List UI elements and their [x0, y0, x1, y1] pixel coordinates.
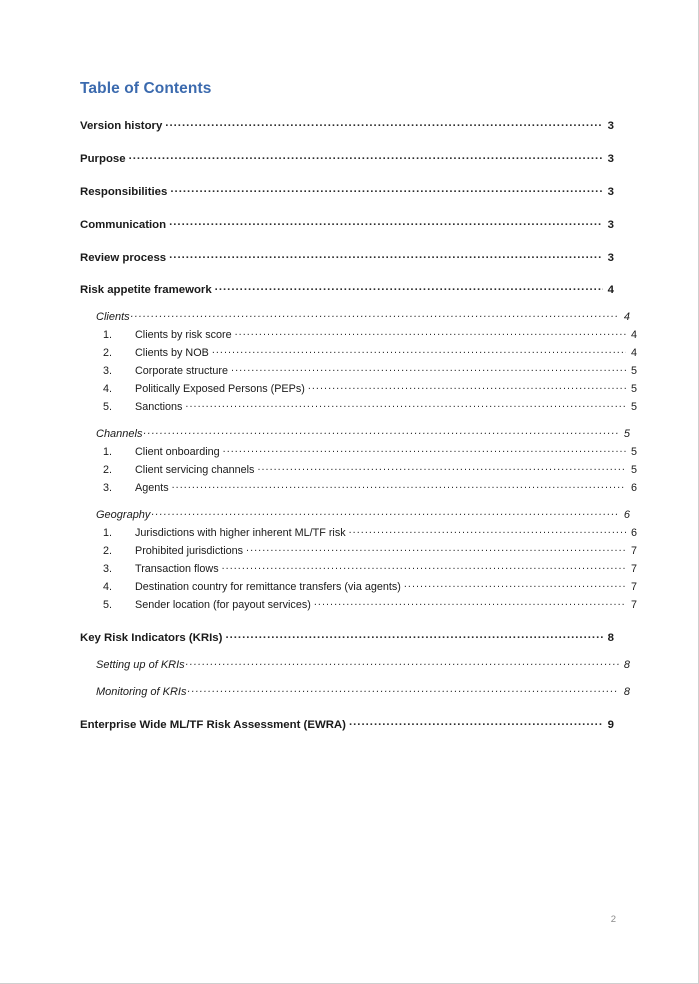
toc-entry-page-number: 5: [630, 383, 637, 396]
toc-entry-page-number: 8: [607, 632, 614, 645]
toc-leader-dots: [215, 282, 603, 293]
toc-entry-number: 4.: [103, 383, 113, 396]
toc-entry-level-3[interactable]: [80, 346, 637, 360]
toc-entry-page-number: 4: [623, 311, 630, 324]
toc-leader-dots: [225, 630, 603, 641]
toc-leader-dots: [151, 507, 619, 518]
toc-entry-level-3[interactable]: [80, 382, 637, 396]
toc-entry-label: Clients by NOB: [135, 347, 209, 360]
toc-entry-label: Transaction flows: [135, 563, 219, 576]
toc-entry-label: Geography: [96, 509, 151, 522]
toc-entry-page-number: 5: [630, 365, 637, 378]
toc-entry-number: 5.: [103, 599, 113, 612]
toc-entry-page-number: 5: [630, 464, 637, 477]
toc-leader-dots: [404, 579, 626, 590]
toc-leader-dots: [222, 561, 626, 572]
toc-entry-level-3[interactable]: [80, 579, 637, 593]
toc-entry-label: Clients: [96, 311, 130, 324]
page-title: Table of Contents: [80, 80, 212, 97]
toc-entry-level-3[interactable]: [80, 364, 637, 378]
toc-entry-label: Jurisdictions with higher inherent ML/TF risk: [135, 527, 346, 540]
toc-entry-label: Client servicing channels: [135, 464, 255, 477]
toc-entry-level-3[interactable]: [80, 463, 637, 477]
toc-entry-label: Corporate structure: [135, 365, 229, 378]
toc-entry-level-2[interactable]: [80, 507, 630, 521]
toc-entry-page-number: 4: [607, 284, 614, 297]
toc-entry-level-2[interactable]: [80, 426, 630, 440]
toc-entry-label: Purpose: [80, 152, 126, 165]
toc-entry-level-1[interactable]: [80, 118, 614, 132]
toc-entry-label: Channels: [96, 428, 143, 441]
toc-entry-number: 1.: [103, 446, 113, 459]
toc-entry-label: Communication: [80, 218, 167, 231]
toc-entry-page-number: 5: [630, 401, 637, 414]
toc-entry-page-number: 7: [630, 581, 637, 594]
toc-leader-dots: [212, 346, 626, 357]
toc-entry-page-number: 7: [630, 545, 637, 558]
toc-entry-level-1[interactable]: [80, 216, 614, 230]
toc-entry-page-number: 5: [623, 428, 630, 441]
toc-entry-page-number: 6: [623, 509, 630, 522]
toc-leader-dots: [246, 543, 626, 554]
toc-entry-number: 5.: [103, 401, 113, 414]
toc-entry-level-1[interactable]: [80, 282, 614, 296]
toc-leader-dots: [186, 657, 619, 668]
toc-entry-number: 1.: [103, 527, 113, 540]
toc-entry-label: Prohibited jurisdictions: [135, 545, 244, 558]
toc-leader-dots: [257, 463, 626, 474]
toc-leader-dots: [129, 150, 603, 161]
toc-leader-dots: [185, 400, 626, 411]
toc-entry-level-1[interactable]: [80, 249, 614, 263]
toc-entry-number: 2.: [103, 545, 113, 558]
toc-entry-label: Monitoring of KRIs: [96, 686, 187, 699]
toc-entry-page-number: 8: [623, 686, 630, 699]
toc-entry-level-3[interactable]: [80, 481, 637, 495]
toc-entry-label: Destination country for remittance transfers (via agents): [135, 581, 401, 594]
toc-leader-dots: [169, 249, 603, 260]
toc-entry-level-1[interactable]: [80, 150, 614, 164]
toc-leader-dots: [349, 717, 603, 728]
toc-entry-label: Clients by risk score: [135, 329, 232, 342]
toc-entry-label: Key Risk Indicators (KRIs): [80, 632, 223, 645]
toc-leader-dots: [349, 526, 626, 537]
toc-entry-number: 1.: [103, 329, 113, 342]
toc-entry-number: 3.: [103, 482, 113, 495]
toc-entry-level-3[interactable]: [80, 400, 637, 414]
page-content: [80, 80, 637, 732]
toc-entry-page-number: 3: [607, 152, 614, 165]
toc-leader-dots: [143, 426, 619, 437]
toc-entry-label: Sender location (for payout services): [135, 599, 311, 612]
toc-entry-level-1[interactable]: [80, 717, 614, 731]
toc-entry-number: 2.: [103, 347, 113, 360]
toc-entry-label: Client onboarding: [135, 446, 220, 459]
toc-entry-page-number: 3: [607, 185, 614, 198]
toc-leader-dots: [169, 216, 603, 227]
toc-entry-number: 3.: [103, 365, 113, 378]
toc-entry-level-3[interactable]: [80, 543, 637, 557]
toc-leader-dots: [172, 481, 626, 492]
toc-entry-page-number: 7: [630, 599, 637, 612]
toc-entry-page-number: 5: [630, 446, 637, 459]
toc-entry-page-number: 9: [607, 719, 614, 732]
toc-leader-dots: [231, 364, 626, 375]
toc-entry-label: Responsibilities: [80, 185, 168, 198]
toc-entry-number: 4.: [103, 581, 113, 594]
toc-entry-label: Agents: [135, 482, 169, 495]
table-of-contents-list: [80, 118, 637, 732]
toc-entry-label: Risk appetite framework: [80, 284, 212, 297]
toc-entry-level-3[interactable]: [80, 597, 637, 611]
toc-entry-level-3[interactable]: [80, 561, 637, 575]
toc-entry-label: Sanctions: [135, 401, 183, 414]
toc-entry-level-3[interactable]: [80, 445, 637, 459]
toc-entry-number: 3.: [103, 563, 113, 576]
toc-leader-dots: [131, 309, 619, 320]
toc-entry-page-number: 6: [630, 527, 637, 540]
toc-leader-dots: [314, 597, 626, 608]
toc-entry-level-1[interactable]: [80, 630, 614, 644]
footer-page-number: 2: [610, 914, 616, 925]
toc-entry-page-number: 3: [607, 119, 614, 132]
toc-leader-dots: [187, 684, 619, 695]
toc-leader-dots: [308, 382, 626, 393]
toc-entry-level-3[interactable]: [80, 328, 637, 342]
toc-leader-dots: [165, 118, 603, 129]
toc-entry-page-number: 8: [623, 659, 630, 672]
toc-entry-label: Enterprise Wide ML/TF Risk Assessment (EWRA): [80, 719, 346, 732]
toc-entry-page-number: 6: [630, 482, 637, 495]
toc-entry-page-number: 3: [607, 218, 614, 231]
toc-entry-page-number: 7: [630, 563, 637, 576]
toc-entry-page-number: 3: [607, 251, 614, 264]
toc-entry-page-number: 4: [630, 347, 637, 360]
toc-entry-number: 2.: [103, 464, 113, 477]
toc-entry-label: Politically Exposed Persons (PEPs): [135, 383, 305, 396]
toc-entry-page-number: 4: [630, 329, 637, 342]
toc-entry-label: Setting up of KRIs: [96, 659, 185, 672]
toc-leader-dots: [235, 328, 626, 339]
toc-entry-level-1[interactable]: [80, 183, 614, 197]
toc-entry-level-2[interactable]: [80, 657, 630, 671]
toc-entry-level-2[interactable]: [80, 309, 630, 323]
toc-entry-level-3[interactable]: [80, 526, 637, 540]
toc-entry-label: Version history: [80, 119, 163, 132]
toc-entry-label: Review process: [80, 251, 167, 264]
toc-leader-dots: [170, 183, 603, 194]
toc-leader-dots: [223, 445, 626, 456]
toc-entry-level-2[interactable]: [80, 684, 630, 698]
